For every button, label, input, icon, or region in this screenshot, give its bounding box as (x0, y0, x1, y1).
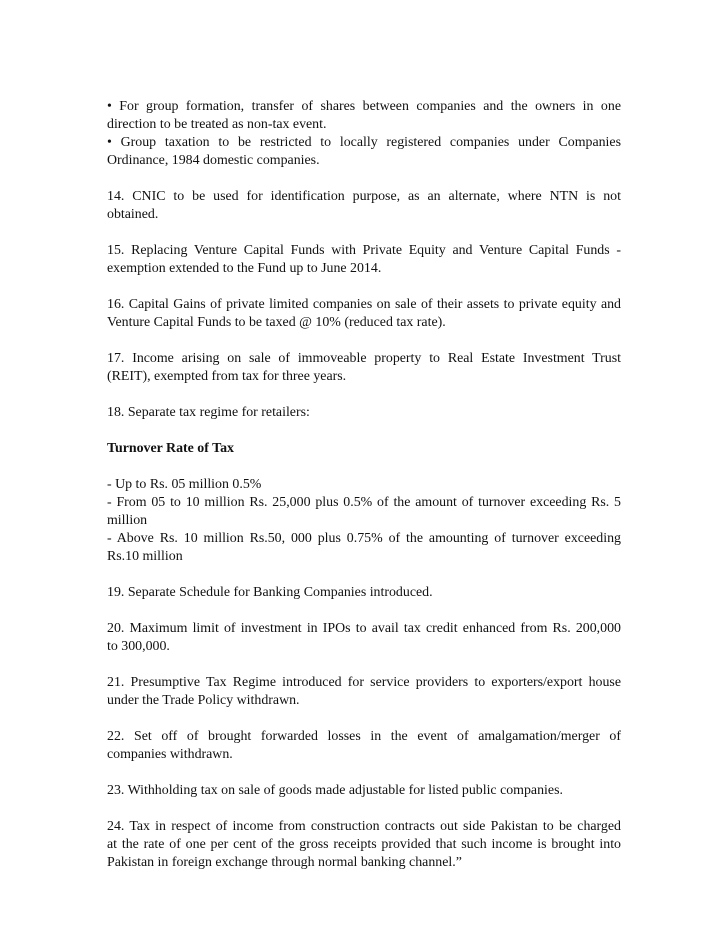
text-line: 22. Set off of brought forwarded losses in the event of amalgamation/merger of (107, 729, 621, 744)
text-line: 18. Separate tax regime for retailers: (107, 405, 310, 420)
text-line: 20. Maximum limit of investment in IPOs to avail tax credit enhanced from Rs. 200,000 (107, 621, 621, 636)
item-16 (107, 296, 621, 332)
text-line: (REIT), exempted from tax for three years. (107, 369, 347, 384)
text-line: under the Trade Policy withdrawn. (107, 693, 300, 708)
text-line: exemption extended to the Fund up to June 2014. (107, 261, 382, 276)
text-line: 19. Separate Schedule for Banking Companies introduced. (107, 585, 433, 600)
text-line: 15. Replacing Venture Capital Funds with Private Equity and Venture Capital Funds - (107, 243, 621, 258)
text-line: Rs.10 million (107, 549, 183, 564)
text-line: companies withdrawn. (107, 747, 233, 762)
text-line: obtained. (107, 207, 159, 222)
bullet-group-taxation (107, 134, 621, 170)
text-line: • Group taxation to be restricted to locally registered companies under Companies (107, 135, 621, 150)
item-20 (107, 620, 621, 656)
turnover-rates (107, 476, 621, 566)
item-17 (107, 350, 621, 386)
text-line: Venture Capital Funds to be taxed @ 10% (reduced tax rate). (107, 315, 446, 330)
turnover-heading: Turnover Rate of Tax (107, 441, 234, 456)
item-19 (107, 584, 621, 602)
item-18 (107, 404, 621, 422)
item-22 (107, 728, 621, 764)
text-line: 23. Withholding tax on sale of goods made adjustable for listed public companies. (107, 783, 563, 798)
text-line: 17. Income arising on sale of immoveable property to Real Estate Investment Trust (107, 351, 621, 366)
text-line: - Above Rs. 10 million Rs.50, 000 plus 0.75% of the amounting of turnover exceeding (107, 531, 621, 546)
bullet-group-formation (107, 98, 621, 134)
text-line: 24. Tax in respect of income from construction contracts out side Pakistan to be charged (107, 819, 621, 834)
text-line: at the rate of one per cent of the gross receipts provided that such income is brought into (107, 837, 621, 852)
item-21 (107, 674, 621, 710)
item-15 (107, 242, 621, 278)
document-page (107, 98, 621, 890)
text-line: Ordinance, 1984 domestic companies. (107, 153, 320, 168)
text-line: - From 05 to 10 million Rs. 25,000 plus 0.5% of the amount of turnover exceeding Rs. 5 (107, 495, 621, 510)
text-line: 16. Capital Gains of private limited companies on sale of their assets to private equity and (107, 297, 621, 312)
item-23 (107, 782, 621, 800)
text-line: 14. CNIC to be used for identification purpose, as an alternate, where NTN is not (107, 189, 621, 204)
text-line: million (107, 513, 148, 528)
text-line: to 300,000. (107, 639, 170, 654)
text-line: direction to be treated as non-tax event. (107, 117, 327, 132)
item-14 (107, 188, 621, 224)
text-line: 21. Presumptive Tax Regime introduced for service providers to exporters/export house (107, 675, 621, 690)
item-24 (107, 818, 621, 872)
text-line: • For group formation, transfer of shares between companies and the owners in one (107, 99, 621, 114)
text-line: Pakistan in foreign exchange through normal banking channel.” (107, 855, 462, 870)
text-line: - Up to Rs. 05 million 0.5% (107, 477, 262, 492)
